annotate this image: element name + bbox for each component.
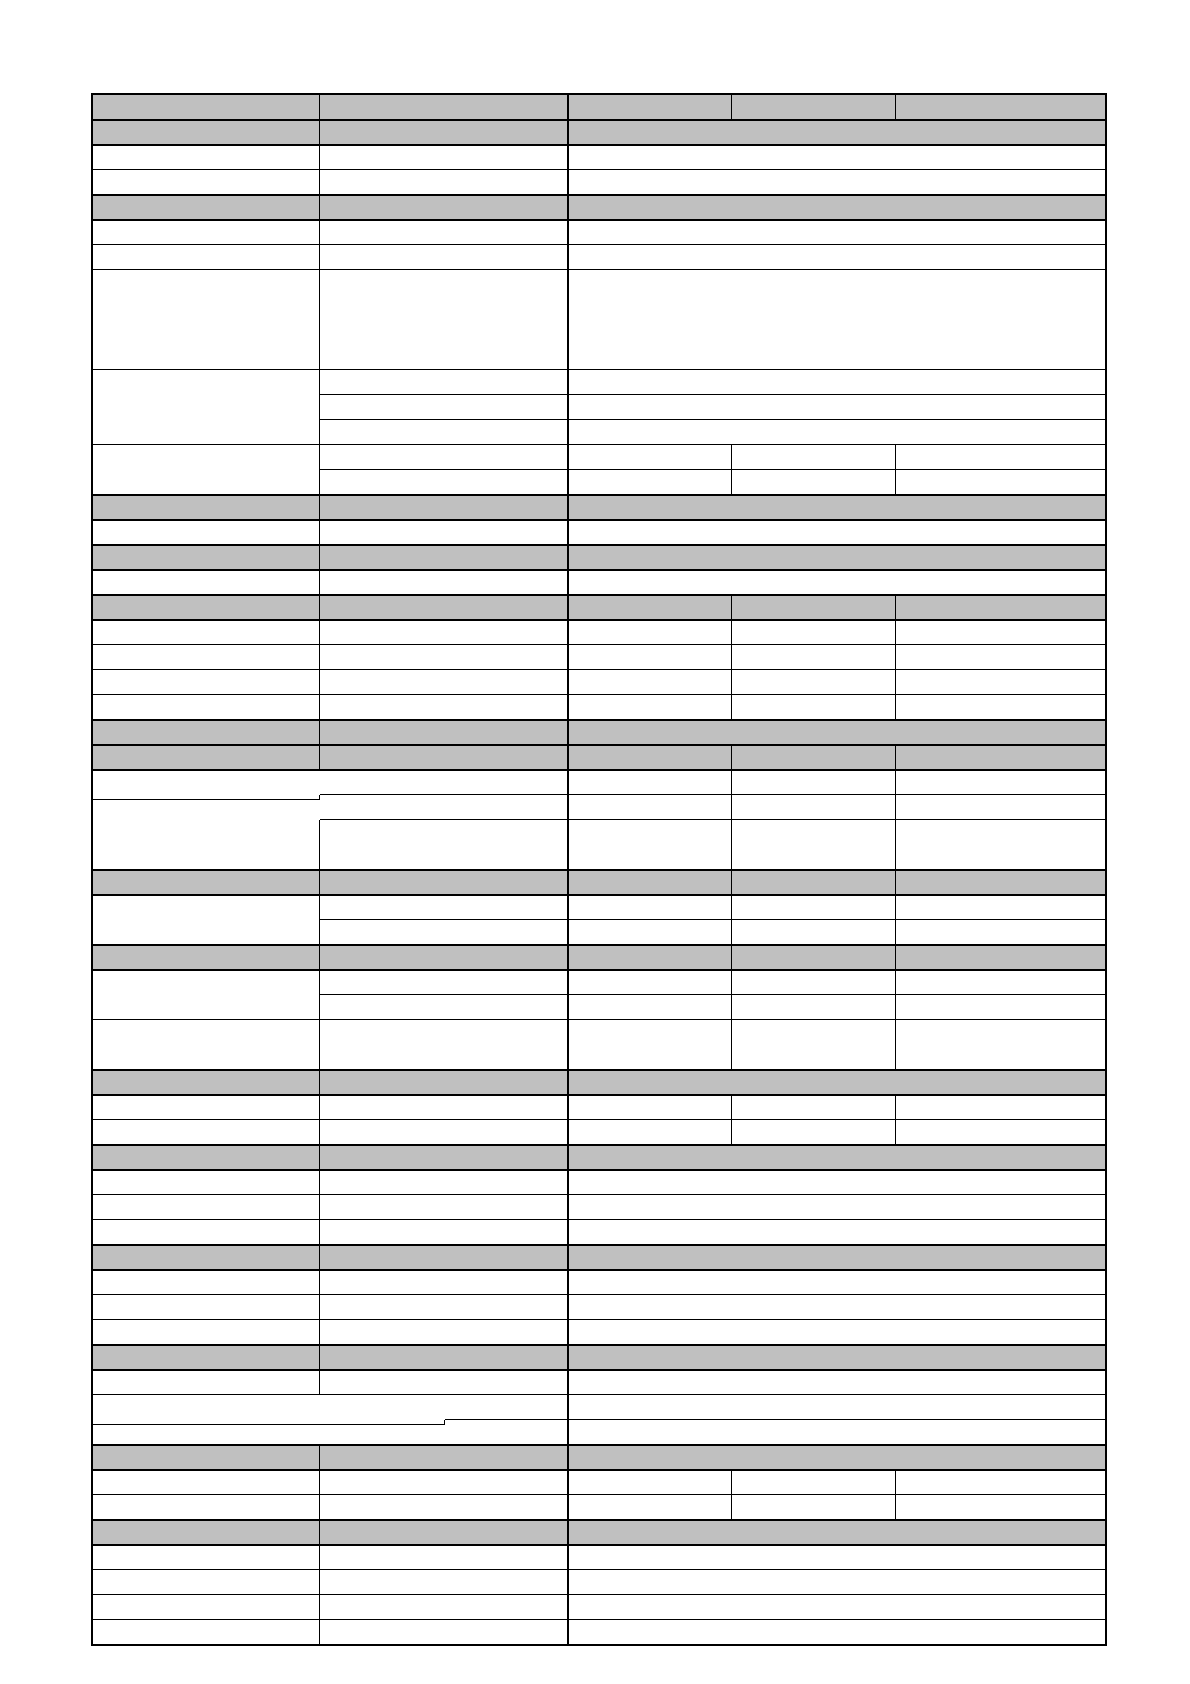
table-cell: [92, 1620, 320, 1645]
table-cell: [568, 94, 732, 120]
table-cell: [568, 820, 732, 870]
table-cell: [568, 695, 732, 720]
table-cell: [732, 945, 896, 970]
table-cell: [320, 1120, 568, 1145]
table-cell: [92, 520, 320, 545]
section-rule: [92, 544, 1106, 546]
section-rule: [92, 519, 1106, 521]
table-cell: [320, 1170, 568, 1195]
table-cell: [568, 745, 732, 770]
table-cell: [320, 1195, 568, 1220]
table-cell: [92, 820, 320, 870]
table-cell: [568, 570, 1106, 595]
table-cell: [92, 1195, 320, 1220]
table-cell: [896, 1495, 1106, 1520]
table-cell: [732, 1095, 896, 1120]
section-rule: [92, 944, 1106, 946]
table-cell: [568, 1395, 1106, 1420]
table-cell: [92, 595, 320, 620]
table-cell: [732, 820, 896, 870]
table-cell: [92, 945, 320, 970]
section-rule: [92, 1344, 1106, 1346]
table-cell: [568, 420, 1106, 445]
column-rule: [567, 94, 569, 1645]
table-cell: [896, 620, 1106, 645]
table-cell: [92, 270, 320, 370]
table-cell: [92, 94, 320, 120]
table-cell: [320, 1320, 568, 1345]
section-rule: [92, 1544, 1106, 1546]
table-cell: [568, 1520, 1106, 1545]
table-cell: [92, 1345, 320, 1370]
table-cell: [92, 970, 320, 1020]
section-rule: [92, 769, 1106, 771]
table-cell: [320, 820, 568, 870]
section-rule: [92, 1519, 1106, 1521]
table-cell: [320, 995, 568, 1020]
table-cell: [732, 620, 896, 645]
table-cell: [92, 1245, 320, 1270]
table-cell: [732, 970, 896, 995]
table-cell: [896, 970, 1106, 995]
table-cell: [92, 745, 320, 770]
table-cell: [92, 1170, 320, 1195]
table-cell: [92, 1545, 320, 1570]
table-cell: [320, 1095, 568, 1120]
section-rule: [92, 1444, 1106, 1446]
table-cell: [92, 495, 320, 520]
table-cell: [896, 870, 1106, 895]
table-cell: [320, 495, 568, 520]
table-cell: [732, 1120, 896, 1145]
table-cell: [568, 970, 732, 995]
table-cell: [320, 595, 568, 620]
table-cell: [896, 770, 1106, 795]
table-cell: [568, 1120, 732, 1145]
table-cell: [320, 620, 568, 645]
table-cell: [92, 1220, 320, 1245]
table-cell: [320, 1345, 568, 1370]
table-cell: [568, 520, 1106, 545]
table-cell: [732, 795, 896, 820]
table-cell: [568, 245, 1106, 270]
table-cell: [732, 995, 896, 1020]
table-cell: [568, 1095, 732, 1120]
table-cell: [320, 1020, 568, 1070]
table-cell: [732, 595, 896, 620]
table-cell: [568, 1420, 1106, 1445]
table-cell: [568, 1020, 732, 1070]
table-cell: [568, 770, 732, 795]
table-cell: [732, 870, 896, 895]
table-cell: [92, 670, 320, 695]
table-cell: [92, 120, 320, 145]
table-cell: [568, 195, 1106, 220]
section-rule: [92, 1269, 1106, 1271]
table-cell: [320, 94, 568, 120]
table-cell: [92, 570, 320, 595]
table-cell: [320, 1445, 568, 1470]
table-cell: [896, 695, 1106, 720]
table-cell: [732, 745, 896, 770]
table-cell: [732, 770, 896, 795]
table-cell: [568, 795, 732, 820]
table-cell: [568, 1595, 1106, 1620]
table-cell: [320, 520, 568, 545]
table-cell: [92, 1020, 320, 1070]
table-cell: [320, 1495, 568, 1520]
table-cell: [568, 370, 1106, 395]
table-cell: [568, 1070, 1106, 1095]
table-cell: [320, 670, 568, 695]
table-cell: [320, 545, 568, 570]
table-cell: [320, 120, 568, 145]
table-cell: [320, 720, 568, 745]
table-cell: [320, 1295, 568, 1320]
table-cell: [732, 920, 896, 945]
section-rule: [92, 894, 1106, 896]
table-cell: [92, 1095, 320, 1120]
table-cell: [568, 1470, 732, 1495]
table-cell: [568, 1295, 1106, 1320]
table-cell: [568, 1270, 1106, 1295]
table-cell: [92, 445, 320, 495]
table-cell: [896, 1120, 1106, 1145]
table-cell: [320, 1595, 568, 1620]
table-cell: [92, 1420, 445, 1425]
table-cell: [320, 1570, 568, 1595]
table-cell: [92, 720, 320, 745]
table-cell: [320, 270, 568, 370]
table-cell: [896, 920, 1106, 945]
table-cell: [568, 470, 732, 495]
table-cell: [896, 995, 1106, 1020]
table-cell: [568, 720, 1106, 745]
table-cell: [568, 170, 1106, 195]
table-cell: [92, 1120, 320, 1145]
table-cell: [320, 645, 568, 670]
table-cell: [568, 895, 732, 920]
table-cell: [568, 1370, 1106, 1395]
table-cell: [320, 695, 568, 720]
table-cell: [320, 945, 568, 970]
table-cell: [568, 870, 732, 895]
table-cell: [92, 1295, 320, 1320]
section-rule: [92, 1169, 1106, 1171]
table-cell: [92, 870, 320, 895]
table-cell: [568, 1145, 1106, 1170]
table-cell: [320, 895, 568, 920]
table-cell: [320, 220, 568, 245]
table-cell: [568, 1445, 1106, 1470]
table-cell: [92, 145, 320, 170]
table-cell: [732, 695, 896, 720]
table-cell: [320, 970, 568, 995]
table-cell: [732, 670, 896, 695]
table-cell: [896, 1020, 1106, 1070]
table-cell: [732, 1495, 896, 1520]
table-cell: [568, 620, 732, 645]
table-cell: [320, 470, 568, 495]
table-cell: [896, 595, 1106, 620]
table-cell: [92, 245, 320, 270]
table-cell: [445, 1395, 568, 1420]
table-cell: [92, 1520, 320, 1545]
table-cell: [896, 820, 1106, 870]
section-rule: [92, 719, 1106, 721]
table-cell: [445, 1420, 568, 1445]
table-cell: [320, 1545, 568, 1570]
table-cell: [320, 195, 568, 220]
section-rule: [92, 494, 1106, 496]
section-rule: [92, 619, 1106, 621]
table-cell: [320, 1245, 568, 1270]
table-cell: [92, 1070, 320, 1095]
table-cell: [92, 545, 320, 570]
section-rule: [92, 744, 1106, 746]
section-rule: [92, 1469, 1106, 1471]
section-rule: [92, 194, 1106, 196]
table-cell: [92, 1495, 320, 1520]
table-cell: [896, 445, 1106, 470]
section-rule: [92, 1244, 1106, 1246]
table-cell: [92, 895, 320, 945]
table-cell: [896, 895, 1106, 920]
table-cell: [896, 795, 1106, 820]
table-cell: [732, 1470, 896, 1495]
section-rule: [92, 1369, 1106, 1371]
table-cell: [320, 1220, 568, 1245]
table-cell: [732, 470, 896, 495]
table-cell: [896, 745, 1106, 770]
table-cell: [92, 195, 320, 220]
table-cell: [568, 270, 1106, 370]
table-cell: [568, 1570, 1106, 1595]
table-cell: [320, 445, 568, 470]
section-rule: [92, 594, 1106, 596]
table-cell: [92, 795, 320, 800]
table-cell: [92, 170, 320, 195]
table-cell: [896, 1095, 1106, 1120]
table-cell: [732, 94, 896, 120]
table-cell: [732, 1020, 896, 1070]
table-cell: [732, 895, 896, 920]
table-cell: [320, 1620, 568, 1645]
section-rule: [92, 1144, 1106, 1146]
table-cell: [320, 1370, 568, 1395]
table-cell: [896, 470, 1106, 495]
table-cell: [320, 920, 568, 945]
table-cell: [92, 1320, 320, 1345]
table-cell: [92, 1145, 320, 1170]
table-cell: [568, 220, 1106, 245]
table-cell: [568, 920, 732, 945]
table-cell: [568, 1545, 1106, 1570]
section-rule: [92, 1094, 1106, 1096]
table-cell: [568, 395, 1106, 420]
table-cell: [568, 595, 732, 620]
section-rule: [92, 119, 1106, 121]
table-cell: [92, 1370, 320, 1395]
table-cell: [568, 145, 1106, 170]
table-cell: [320, 1270, 568, 1295]
table-cell: [92, 695, 320, 720]
table-cell: [92, 1595, 320, 1620]
table-cell: [92, 1270, 320, 1295]
section-rule: [92, 969, 1106, 971]
table-cell: [568, 1170, 1106, 1195]
table-cell: [568, 1620, 1106, 1645]
table-cell: [568, 670, 732, 695]
section-rule: [92, 569, 1106, 571]
table-cell: [896, 645, 1106, 670]
table-cell: [320, 145, 568, 170]
table-cell: [320, 795, 568, 820]
table-cell: [92, 1570, 320, 1595]
table-cell: [896, 1470, 1106, 1495]
table-cell: [92, 620, 320, 645]
table-cell: [92, 1470, 320, 1495]
table-cell: [320, 395, 568, 420]
table-cell: [568, 1345, 1106, 1370]
table-cell: [568, 545, 1106, 570]
table-cell: [320, 745, 568, 770]
table-cell: [92, 645, 320, 670]
section-rule: [92, 869, 1106, 871]
section-rule: [92, 144, 1106, 146]
table-cell: [320, 170, 568, 195]
table-cell: [732, 645, 896, 670]
table-cell: [896, 945, 1106, 970]
table-cell: [568, 1220, 1106, 1245]
table-cell: [568, 645, 732, 670]
table-cell: [320, 245, 568, 270]
table-cell: [568, 1320, 1106, 1345]
table-cell: [92, 370, 320, 445]
table-cell: [320, 370, 568, 395]
table-cell: [568, 1495, 732, 1520]
table-cell: [320, 770, 568, 795]
table-cell: [320, 1470, 568, 1495]
table-cell: [92, 1445, 320, 1470]
section-rule: [92, 93, 1106, 95]
table-cell: [568, 945, 732, 970]
section-rule: [92, 1069, 1106, 1071]
table-cell: [732, 445, 896, 470]
table-cell: [320, 870, 568, 895]
table-cell: [896, 94, 1106, 120]
table-cell: [568, 1245, 1106, 1270]
table-cell: [320, 1520, 568, 1545]
table-cell: [320, 420, 568, 445]
table-cell: [568, 495, 1106, 520]
section-rule: [92, 219, 1106, 221]
table-cell: [896, 670, 1106, 695]
table-cell: [92, 220, 320, 245]
table-cell: [320, 1145, 568, 1170]
table-cell: [320, 570, 568, 595]
table-cell: [568, 995, 732, 1020]
table-cell: [568, 1195, 1106, 1220]
table-cell: [568, 445, 732, 470]
table-cell: [320, 1070, 568, 1095]
table-cell: [568, 120, 1106, 145]
